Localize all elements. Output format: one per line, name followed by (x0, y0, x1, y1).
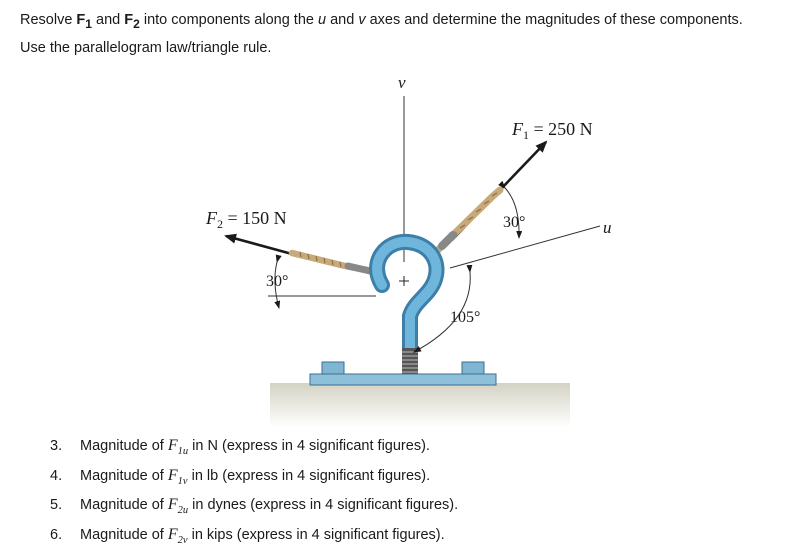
problem-text: into components along the (139, 12, 318, 28)
u-axis-line (450, 226, 600, 268)
v-axis-symbol: v (358, 12, 366, 28)
angle-105-label: 105° (450, 309, 481, 326)
v-axis-label: v (398, 73, 406, 92)
component-symbol: $F_{2u}$ (167, 496, 189, 517)
eyebolt-thread-lines (402, 352, 418, 376)
base-plate (310, 374, 496, 385)
f2-arrow (226, 236, 292, 254)
problem-text: Resolve (20, 12, 77, 28)
u-axis-label: u (603, 218, 612, 237)
origin-mark (399, 276, 409, 286)
left-nut (322, 362, 344, 374)
component-symbol: $F_{1u}$ (167, 437, 189, 458)
component-symbol: $F_{2v}$ (167, 526, 188, 547)
question-item: 3. Magnitude of $F_{1u}$ in N (express in 4 significant figures). (50, 437, 430, 458)
f1-rope-sleeve (442, 235, 453, 246)
u-axis-symbol: u (317, 12, 327, 28)
f1-symbol: $F_1$ (76, 12, 92, 31)
ground (270, 383, 570, 428)
problem-text: and (92, 12, 125, 28)
f2-angle-label: 30° (266, 273, 289, 290)
question-item: 5. Magnitude of $F_{2u}$ in dynes (express in 4 significant figures). (50, 496, 459, 517)
question-item: 6. Magnitude of $F_{2v}$ in kips (express in 4 significant figures). (50, 526, 445, 547)
f2-rope-sleeve (348, 266, 370, 271)
problem-line-2: Use the parallelogram law/triangle rule. (20, 39, 272, 56)
right-nut (462, 362, 484, 374)
component-symbol: $F_{1v}$ (167, 466, 188, 487)
question-item: 4. Magnitude of $F_{1v}$ in lb (express in 4 significant figures). (50, 466, 431, 487)
f2-label: $F_2 = 150$ N (206, 208, 287, 231)
f1-angle-label: 30° (503, 214, 526, 231)
f2-symbol: $F_2$ (124, 12, 140, 31)
f1-label: $F_1 = 250$ N (512, 119, 593, 142)
problem-text: axes and determine the magnitudes of these components. (365, 12, 743, 28)
problem-text: and (326, 12, 359, 28)
question-list (50, 434, 458, 553)
